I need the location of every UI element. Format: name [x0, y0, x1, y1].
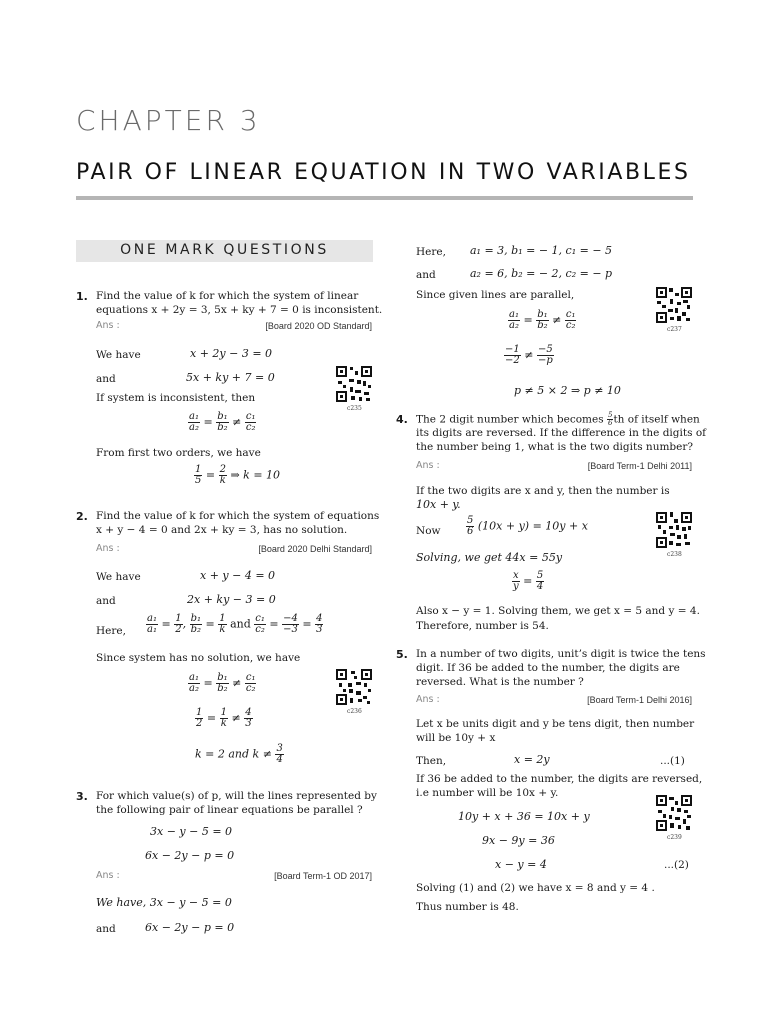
q5-text-line3: reversed. What is the number ? — [416, 676, 584, 688]
q3-source: [Board Term-1 OD 2017] — [274, 871, 372, 881]
q3-answer-label: Ans : — [96, 870, 120, 881]
q4-solve-line: Also x − y = 1. Solving them, we get x = 5 and y = 4. — [416, 605, 700, 617]
q3-text-line1: For which value(s) of p, will the lines represented by — [96, 790, 377, 802]
q2-text-line1: Find the value of k for which the system of equations — [96, 510, 380, 522]
q1-inconsistent-note: If system is inconsistent, then — [96, 392, 256, 404]
q4-number-expr: 10x + y. — [416, 498, 461, 511]
q5-number: 5. — [396, 648, 408, 661]
q1-text-line1: Find the value of k for which the system of linear — [96, 290, 359, 302]
q3-eq2b: 6x − 2y − p = 0 — [145, 921, 235, 934]
q4-now: Now — [416, 525, 441, 537]
q2-qr-code-icon — [335, 668, 373, 706]
q4-setup: If the two digits are x and y, then the number is — [416, 485, 670, 497]
q3-qr-code-icon — [655, 286, 693, 324]
q3-condition: $\frac{\text{a₁}}{\text{a₂}}$ = $\frac{\text{b₁}}{\text{b₂}}$ ≠ $\frac{\text{c₁}}{\text{c₂}}$ — [509, 309, 576, 331]
q3-eq1: 3x − y − 5 = 0 — [150, 825, 233, 838]
q2-source: [Board 2020 Delhi Standard] — [258, 544, 372, 554]
q3-coeffs2: a₂ = 6, b₂ = − 2, c₂ = − p — [470, 267, 613, 280]
q5-number-expr: will be 10y + x — [416, 732, 496, 744]
q4-equation: $\frac{5}{6}$ (10x + y) = 10y + x — [467, 515, 588, 537]
q4-text-line1: The 2 digit number which becomes $\frac{5}{6}$ th of itself when — [416, 411, 700, 427]
q3-and: and — [96, 923, 116, 935]
title-underline — [76, 196, 693, 200]
q5-eq4: x − y = 4 — [495, 858, 547, 871]
q5-eq1: x = 2y — [514, 753, 550, 766]
q4-text-line3: the number being 1, what is the two digits number? — [416, 441, 693, 453]
q5-reversed-note: If 36 be added to the number, the digits are reversed, — [416, 773, 703, 785]
q4-ratio: $\frac{x}{y}$ = $\frac{5}{4}$ — [512, 570, 544, 592]
q1-eq2: 5x + ky + 7 = 0 — [186, 371, 275, 384]
q3-eq2: 6x − 2y − p = 0 — [145, 849, 235, 862]
q4-text-line1a: The 2 digit number which becomes — [416, 413, 604, 426]
q2-result-text: k = 2 and k ≠ — [195, 747, 272, 761]
q3-text-line2: the following pair of linear equations be parallel ? — [96, 804, 363, 816]
q4-qr-code-icon — [655, 511, 693, 549]
q3-have: We have, 3x − y − 5 = 0 — [96, 896, 232, 909]
q3-condition-values: $\frac{-1}{-2}$ ≠ $\frac{-5}{-p}$ — [505, 344, 553, 366]
q5-qr-label: c239 — [667, 834, 682, 841]
q1-source: [Board 2020 OD Standard] — [265, 321, 372, 331]
q5-source: [Board Term-1 Delhi 2016] — [587, 695, 692, 705]
q3-result: p ≠ 5 × 2 ⇒ p ≠ 10 — [514, 384, 621, 397]
q1-qr-label: c235 — [347, 405, 362, 412]
q1-cond-neq: ≠ — [232, 415, 242, 429]
section-title: ONE MARK QUESTIONS — [120, 242, 329, 258]
q1-qr-code-icon — [335, 365, 373, 403]
q3-number: 3. — [76, 790, 88, 803]
q1-result-k: ⇒ k = 10 — [230, 468, 281, 482]
q4-answer: Therefore, number is 54. — [416, 620, 549, 632]
q2-and: and — [96, 595, 116, 607]
q1-orders-note: From first two orders, we have — [96, 447, 261, 459]
q5-solve-line: Solving (1) and (2) we have x = 8 and y = 4 . — [416, 882, 655, 894]
q2-eq1: x + y − 4 = 0 — [200, 569, 276, 582]
q5-setup: Let x be units digit and y be tens digit, then number — [416, 718, 695, 730]
q2-condition-values: $\frac{1}{2}$ = $\frac{1}{k}$ ≠ $\frac{4}{3}$ — [196, 707, 252, 729]
q4-source: [Board Term-1 Delhi 2011] — [587, 461, 692, 471]
q4-qr-label: c238 — [667, 551, 682, 558]
q3-here: Here, — [416, 246, 446, 258]
q2-qr-label: c236 — [347, 708, 362, 715]
q5-text-line1: In a number of two digits, unit’s digit is twice the tens — [416, 648, 706, 660]
q3-qr-label: c237 — [667, 326, 682, 333]
q2-and-word: and — [230, 617, 251, 631]
q4-solving: Solving, we get 44x = 55y — [416, 551, 563, 564]
q5-eq2: 10y + x + 36 = 10x + y — [458, 810, 590, 823]
q1-text-line2: equations x + 2y = 3, 5x + ky + 7 = 0 is inconsistent. — [96, 304, 383, 316]
page-title: PAIR OF LINEAR EQUATION IN TWO VARIABLES — [76, 160, 691, 185]
q1-eq1: x + 2y − 3 = 0 — [190, 347, 273, 360]
q2-nosolution-note: Since system has no solution, we have — [96, 652, 301, 664]
q2-answer-label: Ans : — [96, 543, 120, 554]
q1-and: and — [96, 373, 116, 385]
q4-text-line2: its digits are reversed. If the difference in the digits of — [416, 427, 707, 439]
q1-answer-label: Ans : — [96, 320, 120, 331]
q5-eq1-label: ...(1) — [660, 755, 685, 767]
q4-answer-label: Ans : — [416, 460, 440, 471]
q2-text-line2: x + y − 4 = 0 and 2x + ky = 3, has no solution. — [96, 524, 348, 536]
q2-eq2: 2x + ky − 3 = 0 — [187, 593, 276, 606]
q2-number: 2. — [76, 510, 88, 523]
q1-condition: $\frac{\text{a₁}}{\text{a₂}}$ = $\frac{\text{b₁}}{\text{b₂}}$ ≠ $\frac{\text{c₁}}{\text{c₂}}$ — [189, 411, 256, 433]
q5-text-line2: digit. If 36 be added to the number, the digits are — [416, 662, 680, 674]
q1-have: We have — [96, 349, 141, 361]
q5-eq4-label: ...(2) — [664, 859, 689, 871]
q2-have: We have — [96, 571, 141, 583]
q5-qr-code-icon — [655, 794, 693, 832]
q3-and2: and — [416, 269, 436, 281]
q5-answer: Thus number is 48. — [416, 901, 519, 913]
q3-coeffs1: a₁ = 3, b₁ = − 1, c₁ = − 5 — [470, 244, 613, 257]
q2-condition: $\frac{\text{a₁}}{\text{a₂}}$ = $\frac{\text{b₁}}{\text{b₂}}$ ≠ $\frac{\text{c₁}}{\text{c₂}}$ — [189, 672, 256, 694]
q4-text-line1b: th of itself when — [613, 413, 700, 426]
q4-equation-rhs: (10x + y) = 10y + x — [477, 519, 588, 533]
q5-answer-label: Ans : — [416, 694, 440, 705]
q2-result: k = 2 and k ≠ $\frac{3}{4}$ — [195, 743, 283, 765]
q2-here: Here, — [96, 625, 126, 637]
q2-ratios: $\frac{\text{a₁}}{\text{a₁}}$ = $\frac{1}{2}$ , $\frac{\text{b₁}}{\text{b₂}}$ = $\frac{1}{k}$ and $\frac{\text{c₁}}{\text{c₂}}$ = $\frac{-4}{-3}$ = $\frac{4}{3}$ — [147, 613, 323, 635]
q1-number: 1. — [76, 290, 88, 303]
q5-reversed-expr: i.e number will be 10x + y. — [416, 787, 559, 799]
q3-parallel-note: Since given lines are parallel, — [416, 289, 575, 301]
q4-number: 4. — [396, 413, 408, 426]
chapter-label: CHAPTER 3 — [76, 104, 261, 137]
q5-eq3: 9x − 9y = 36 — [482, 834, 555, 847]
q5-then: Then, — [416, 755, 447, 767]
q1-result: $\frac{1}{5}$ = $\frac{2}{k}$ ⇒ k = 10 — [195, 464, 281, 486]
